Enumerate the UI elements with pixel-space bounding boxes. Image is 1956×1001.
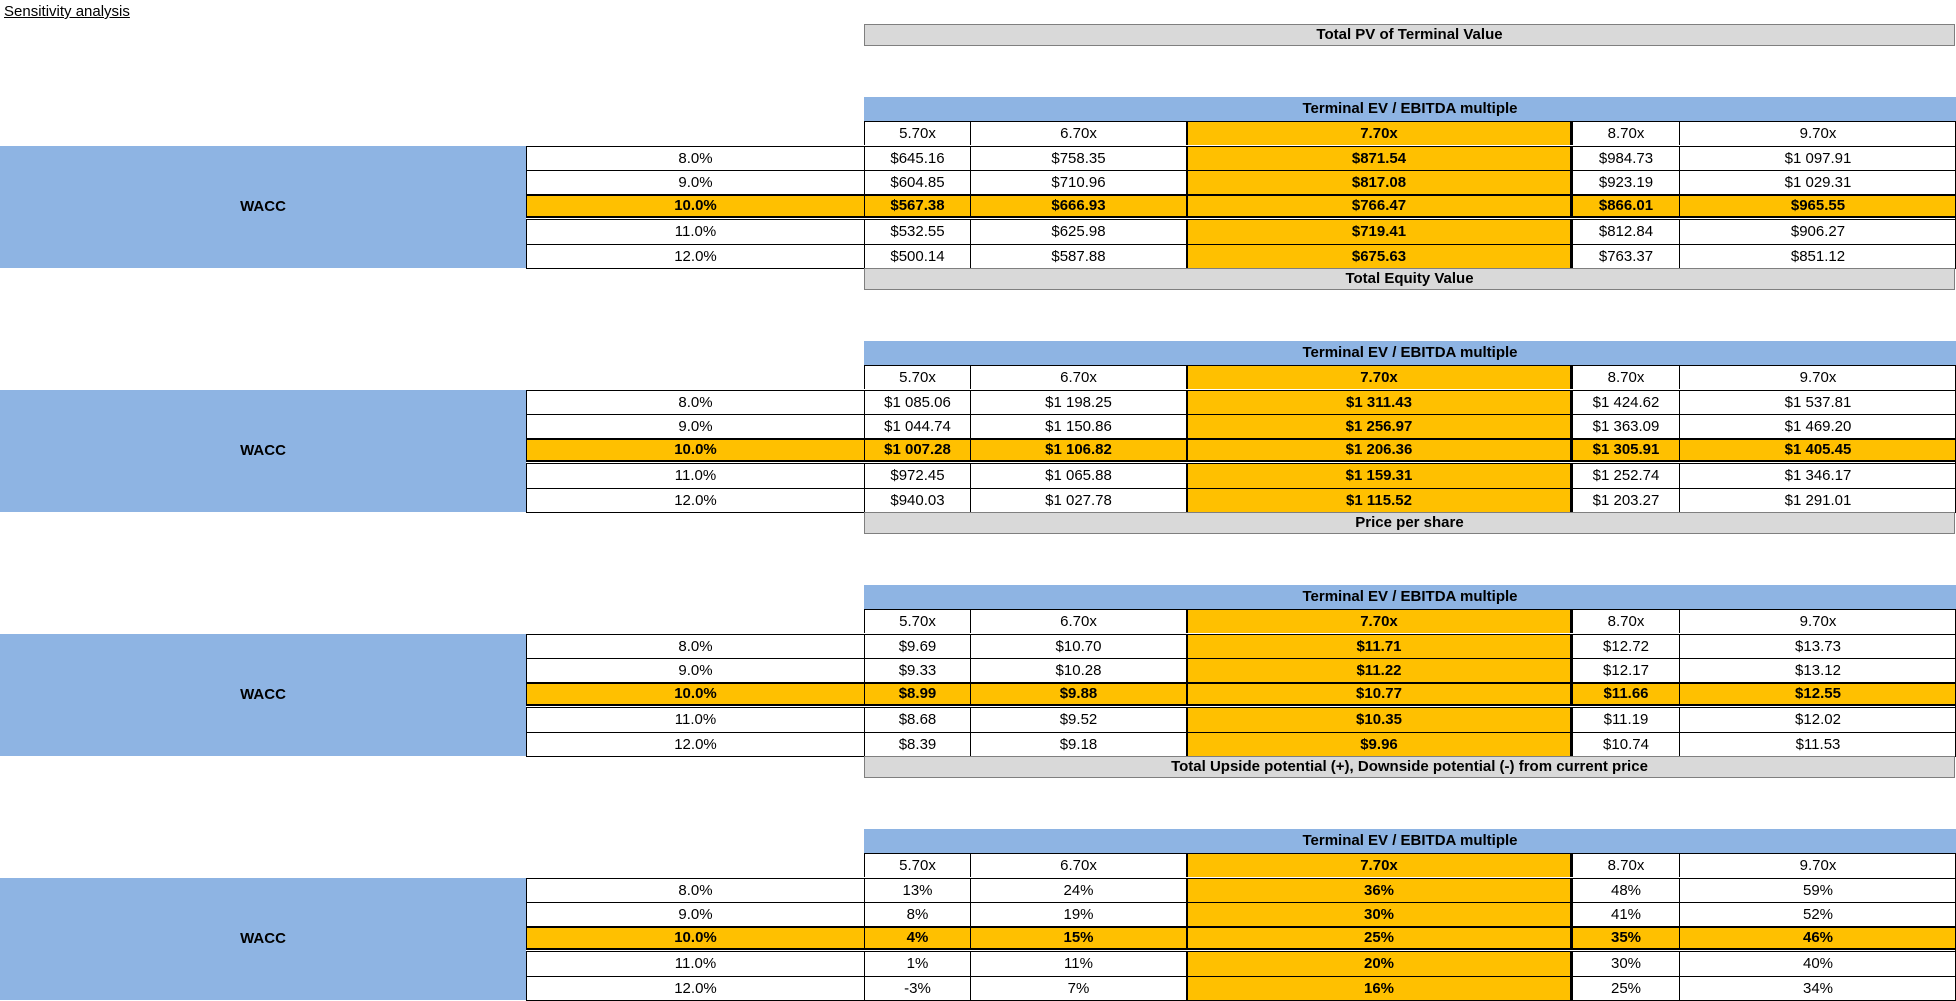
value-cell[interactable]: $10.28 — [970, 659, 1186, 683]
wacc-value-cell[interactable]: 8.0% — [526, 147, 864, 171]
multiple-cell[interactable]: 8.70x — [1572, 854, 1679, 877]
value-cell[interactable]: $9.18 — [970, 733, 1186, 757]
value-cell[interactable]: 7% — [970, 977, 1186, 1001]
value-cell[interactable]: $1 311.43 — [1186, 391, 1572, 415]
value-cell[interactable]: 25% — [1186, 928, 1572, 948]
multiples-row — [864, 121, 1956, 145]
wacc-label[interactable]: WACC — [0, 146, 526, 268]
value-cell[interactable]: $866.01 — [1572, 196, 1679, 216]
value-cell[interactable]: $587.88 — [970, 245, 1186, 269]
wacc-label[interactable]: WACC — [0, 878, 526, 1000]
multiple-cell[interactable]: 7.70x — [1186, 610, 1572, 633]
value-cell[interactable]: $1 252.74 — [1572, 464, 1679, 488]
value-cell[interactable]: $1 469.20 — [1679, 415, 1956, 439]
value-cell[interactable]: $940.03 — [864, 489, 970, 513]
multiple-cell[interactable]: 5.70x — [864, 122, 970, 145]
wacc-value-cell[interactable]: 12.0% — [526, 977, 864, 1001]
value-cell[interactable]: $532.55 — [864, 220, 970, 244]
table-row — [526, 658, 1956, 682]
multiple-cell[interactable]: 9.70x — [1679, 122, 1956, 145]
value-cell[interactable]: $9.88 — [970, 684, 1186, 704]
value-cell[interactable]: $906.27 — [1679, 220, 1956, 244]
wacc-value-cell[interactable]: 10.0% — [526, 440, 864, 460]
value-cell[interactable]: $965.55 — [1679, 196, 1956, 216]
value-cell[interactable]: $12.02 — [1679, 708, 1956, 732]
multiple-header[interactable]: Terminal EV / EBITDA multiple — [864, 341, 1956, 365]
value-cell[interactable]: $8.99 — [864, 684, 970, 704]
value-cell[interactable]: $10.70 — [970, 635, 1186, 659]
value-cell[interactable]: $1 029.31 — [1679, 171, 1956, 195]
value-cell[interactable]: $10.77 — [1186, 684, 1572, 704]
value-cell[interactable]: $1 085.06 — [864, 391, 970, 415]
multiple-header[interactable]: Terminal EV / EBITDA multiple — [864, 97, 1956, 121]
table-row — [526, 390, 1956, 414]
value-cell[interactable]: -3% — [864, 977, 970, 1001]
value-cell[interactable]: $666.93 — [970, 196, 1186, 216]
value-cell[interactable]: $871.54 — [1186, 147, 1572, 171]
value-cell[interactable]: $1 115.52 — [1186, 489, 1572, 513]
table-row — [526, 170, 1956, 194]
value-cell[interactable]: $766.47 — [1186, 196, 1572, 216]
value-cell[interactable]: $972.45 — [864, 464, 970, 488]
wacc-value-cell[interactable]: 9.0% — [526, 659, 864, 683]
multiple-cell[interactable]: 7.70x — [1186, 366, 1572, 389]
wacc-value-cell[interactable]: 12.0% — [526, 489, 864, 513]
table-row — [526, 926, 1956, 950]
value-cell[interactable]: $8.68 — [864, 708, 970, 732]
value-cell[interactable]: 52% — [1679, 903, 1956, 927]
wacc-value-cell[interactable]: 8.0% — [526, 635, 864, 659]
value-cell[interactable]: $1 346.17 — [1679, 464, 1956, 488]
wacc-value-cell[interactable]: 12.0% — [526, 245, 864, 269]
value-cell[interactable]: $763.37 — [1572, 245, 1679, 269]
multiple-cell[interactable]: 8.70x — [1572, 366, 1679, 389]
value-cell[interactable]: $1 150.86 — [970, 415, 1186, 439]
wacc-label[interactable]: WACC — [0, 634, 526, 756]
table-row — [526, 707, 1956, 731]
value-cell[interactable]: 20% — [1186, 952, 1572, 976]
value-cell[interactable]: $710.96 — [970, 171, 1186, 195]
value-cell[interactable]: $817.08 — [1186, 171, 1572, 195]
table-row — [526, 902, 1956, 926]
multiple-header[interactable]: Terminal EV / EBITDA multiple — [864, 585, 1956, 609]
value-cell[interactable]: 24% — [970, 879, 1186, 903]
wacc-value-cell[interactable]: 11.0% — [526, 220, 864, 244]
value-cell[interactable]: $1 424.62 — [1572, 391, 1679, 415]
multiple-cell[interactable]: 5.70x — [864, 366, 970, 389]
wacc-value-cell[interactable]: 8.0% — [526, 879, 864, 903]
multiple-cell[interactable]: 9.70x — [1679, 610, 1956, 633]
table-row — [526, 438, 1956, 462]
wacc-value-cell[interactable]: 11.0% — [526, 952, 864, 976]
wacc-value-cell[interactable]: 10.0% — [526, 196, 864, 216]
value-cell[interactable]: $11.53 — [1679, 733, 1956, 757]
multiple-cell[interactable]: 6.70x — [970, 854, 1186, 877]
value-cell[interactable]: $10.74 — [1572, 733, 1679, 757]
multiple-cell[interactable]: 6.70x — [970, 610, 1186, 633]
value-cell[interactable]: $1 537.81 — [1679, 391, 1956, 415]
value-cell[interactable]: $9.69 — [864, 635, 970, 659]
wacc-value-cell[interactable]: 10.0% — [526, 928, 864, 948]
value-cell[interactable]: 16% — [1186, 977, 1572, 1001]
multiple-cell[interactable]: 9.70x — [1679, 366, 1956, 389]
table-row — [526, 634, 1956, 658]
value-cell[interactable]: 48% — [1572, 879, 1679, 903]
value-cell[interactable]: $1 097.91 — [1679, 147, 1956, 171]
value-cell[interactable]: $604.85 — [864, 171, 970, 195]
multiples-row — [864, 609, 1956, 633]
value-cell[interactable]: $645.16 — [864, 147, 970, 171]
value-cell[interactable]: $758.35 — [970, 147, 1186, 171]
multiple-cell[interactable]: 6.70x — [970, 366, 1186, 389]
value-cell[interactable]: $1 256.97 — [1186, 415, 1572, 439]
value-cell[interactable]: 34% — [1679, 977, 1956, 1001]
sensitivity-table — [0, 488, 1956, 753]
value-cell[interactable]: 40% — [1679, 952, 1956, 976]
table-title[interactable]: Total PV of Terminal Value — [864, 24, 1955, 46]
value-cell[interactable]: 13% — [864, 879, 970, 903]
value-cell[interactable]: $9.96 — [1186, 733, 1572, 757]
table-title[interactable]: Total Equity Value — [864, 268, 1955, 290]
value-cell[interactable]: 59% — [1679, 879, 1956, 903]
sensitivity-table — [0, 0, 1956, 265]
value-cell[interactable]: $11.66 — [1572, 684, 1679, 704]
value-cell[interactable]: 8% — [864, 903, 970, 927]
value-cell[interactable]: $1 198.25 — [970, 391, 1186, 415]
value-cell[interactable]: $1 044.74 — [864, 415, 970, 439]
table-row — [526, 146, 1956, 170]
value-cell[interactable]: $8.39 — [864, 733, 970, 757]
multiple-cell[interactable]: 5.70x — [864, 854, 970, 877]
value-cell[interactable]: $10.35 — [1186, 708, 1572, 732]
sensitivity-table — [0, 244, 1956, 509]
value-cell[interactable]: 36% — [1186, 879, 1572, 903]
value-cell[interactable]: $1 007.28 — [864, 440, 970, 460]
value-cell[interactable]: 35% — [1572, 928, 1679, 948]
value-cell[interactable]: $12.72 — [1572, 635, 1679, 659]
value-cell[interactable]: $11.22 — [1186, 659, 1572, 683]
multiple-cell[interactable]: 7.70x — [1186, 122, 1572, 145]
value-cell[interactable]: $1 065.88 — [970, 464, 1186, 488]
wacc-value-cell[interactable]: 8.0% — [526, 391, 864, 415]
value-cell[interactable]: 46% — [1679, 928, 1956, 948]
value-cell[interactable]: $1 405.45 — [1679, 440, 1956, 460]
wacc-label[interactable]: WACC — [0, 390, 526, 512]
table-row — [526, 463, 1956, 487]
wacc-value-cell[interactable]: 11.0% — [526, 464, 864, 488]
table-title[interactable]: Total Upside potential (+), Downside potential (-) from current price — [864, 756, 1955, 778]
value-cell[interactable]: $12.17 — [1572, 659, 1679, 683]
multiples-row — [864, 365, 1956, 389]
value-cell[interactable]: 1% — [864, 952, 970, 976]
table-row — [526, 951, 1956, 975]
value-cell[interactable]: $9.33 — [864, 659, 970, 683]
value-cell[interactable]: 41% — [1572, 903, 1679, 927]
value-cell[interactable]: $1 203.27 — [1572, 489, 1679, 513]
value-cell[interactable]: $567.38 — [864, 196, 970, 216]
value-cell[interactable]: $11.71 — [1186, 635, 1572, 659]
wacc-value-cell[interactable]: 9.0% — [526, 415, 864, 439]
sensitivity-table — [0, 732, 1956, 997]
multiple-cell[interactable]: 6.70x — [970, 122, 1186, 145]
value-cell[interactable]: $11.19 — [1572, 708, 1679, 732]
value-cell[interactable]: $12.55 — [1679, 684, 1956, 704]
value-cell[interactable]: $675.63 — [1186, 245, 1572, 269]
wacc-value-cell[interactable]: 11.0% — [526, 708, 864, 732]
value-cell[interactable]: $13.73 — [1679, 635, 1956, 659]
value-cell[interactable]: $1 305.91 — [1572, 440, 1679, 460]
table-row — [526, 878, 1956, 902]
table-row — [526, 219, 1956, 243]
value-cell[interactable]: $9.52 — [970, 708, 1186, 732]
value-cell[interactable]: 30% — [1572, 952, 1679, 976]
value-cell[interactable]: $812.84 — [1572, 220, 1679, 244]
wacc-value-cell[interactable]: 12.0% — [526, 733, 864, 757]
table-row — [526, 194, 1956, 218]
value-cell[interactable]: 30% — [1186, 903, 1572, 927]
value-cell[interactable]: $1 027.78 — [970, 489, 1186, 513]
multiple-header[interactable]: Terminal EV / EBITDA multiple — [864, 829, 1956, 853]
value-cell[interactable]: $500.14 — [864, 245, 970, 269]
value-cell[interactable]: $923.19 — [1572, 171, 1679, 195]
value-cell[interactable]: $1 106.82 — [970, 440, 1186, 460]
multiple-cell[interactable]: 8.70x — [1572, 610, 1679, 633]
multiple-cell[interactable]: 9.70x — [1679, 854, 1956, 877]
sheet-title: Sensitivity analysis — [4, 3, 130, 20]
value-cell[interactable]: $1 206.36 — [1186, 440, 1572, 460]
table-title[interactable]: Price per share — [864, 512, 1955, 534]
value-cell[interactable]: $1 363.09 — [1572, 415, 1679, 439]
wacc-value-cell[interactable]: 9.0% — [526, 903, 864, 927]
value-cell[interactable]: $984.73 — [1572, 147, 1679, 171]
wacc-value-cell[interactable]: 10.0% — [526, 684, 864, 704]
multiples-row — [864, 853, 1956, 877]
value-cell[interactable]: 19% — [970, 903, 1186, 927]
value-cell[interactable]: $719.41 — [1186, 220, 1572, 244]
value-cell[interactable]: $1 291.01 — [1679, 489, 1956, 513]
value-cell[interactable]: 25% — [1572, 977, 1679, 1001]
wacc-value-cell[interactable]: 9.0% — [526, 171, 864, 195]
multiple-cell[interactable]: 5.70x — [864, 610, 970, 633]
multiple-cell[interactable]: 7.70x — [1186, 854, 1572, 877]
table-row — [526, 976, 1956, 1000]
value-cell[interactable]: $13.12 — [1679, 659, 1956, 683]
value-cell[interactable]: $851.12 — [1679, 245, 1956, 269]
value-cell[interactable]: 4% — [864, 928, 970, 948]
value-cell[interactable]: 15% — [970, 928, 1186, 948]
table-row — [526, 682, 1956, 706]
multiple-cell[interactable]: 8.70x — [1572, 122, 1679, 145]
value-cell[interactable]: $625.98 — [970, 220, 1186, 244]
value-cell[interactable]: 11% — [970, 952, 1186, 976]
value-cell[interactable]: $1 159.31 — [1186, 464, 1572, 488]
table-row — [526, 414, 1956, 438]
